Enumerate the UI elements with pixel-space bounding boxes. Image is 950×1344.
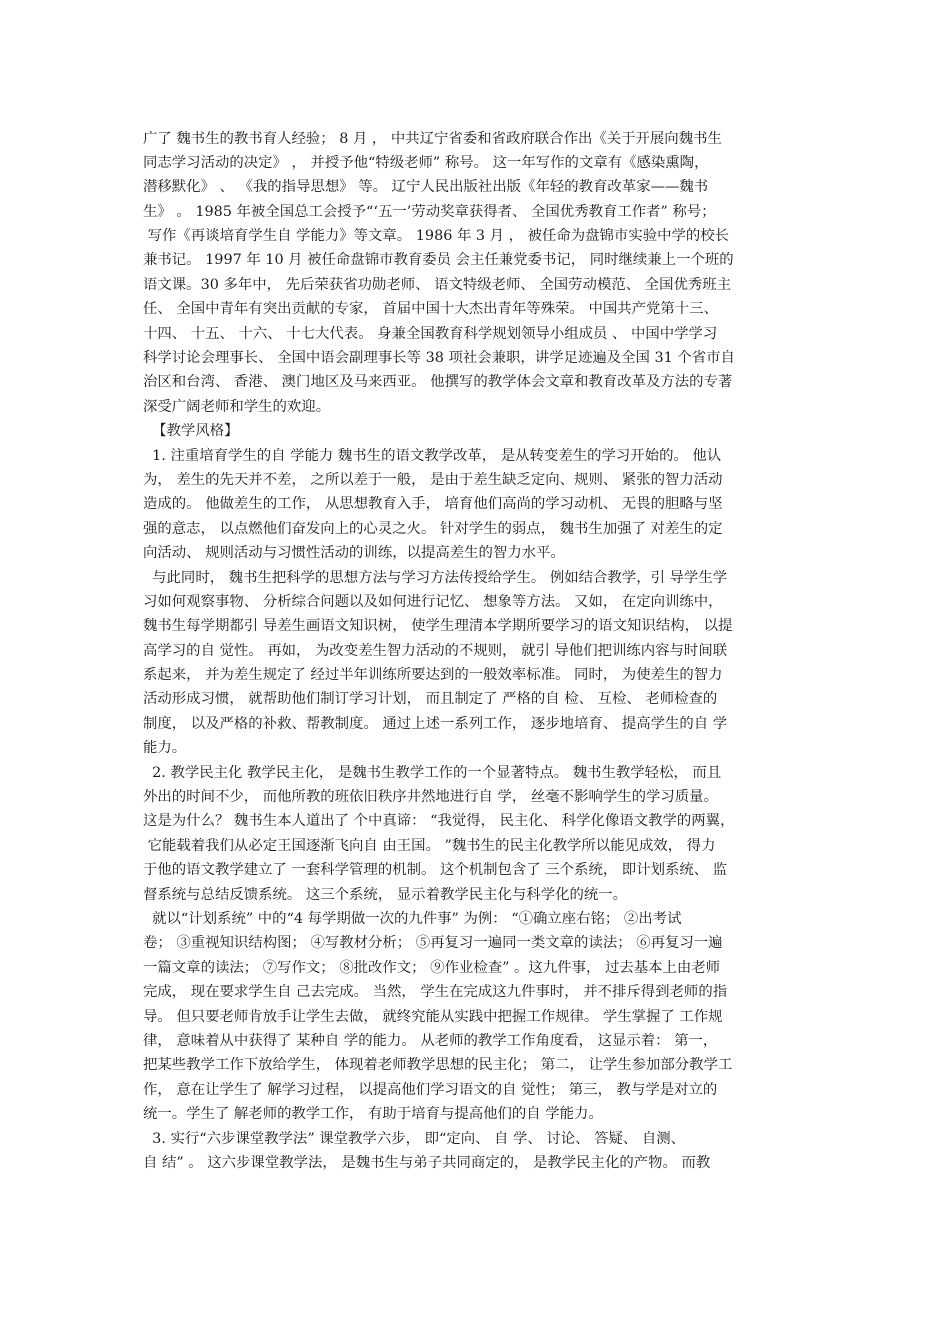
text-line: 1. 注重培育学生的自 学能力 魏书生的语文教学改革， 是从转变差生的学习开始的。 他认 <box>143 448 722 464</box>
text-line: 督系统与总结反馈系统。 这三个系统， 显示着教学民主化与科学化的统一。 <box>143 887 628 903</box>
text-line: 这是为什么？ 魏书生本人道出了 个中真谛： “我觉得， 民主化、 科学化像语文教学的两翼， <box>143 813 735 829</box>
text-line: 自 结” 。 这六步课堂教学法， 是魏书生与弟子共同商定的， 是教学民主化的产物。 而教 <box>143 1155 711 1171</box>
text-line: 兼书记。 1997 年 10 月 被任命盘锦市教育委员 会主任兼党委书记， 同时继续兼上一个班的 <box>143 252 734 268</box>
text-line: 能力。 <box>143 740 187 756</box>
text-line: 2. 教学民主化 教学民主化， 是魏书生教学工作的一个显著特点。 魏书生教学轻松， 而且 <box>143 765 722 781</box>
text-line: 卷； ③重视知识结构图； ④写教材分析； ⑤再复习一遍同一类文章的读法； ⑥再复习一遍 <box>143 935 723 951</box>
text-line: 完成， 现在要求学生自 己去完成。 当然， 学生在完成这九件事时， 并不排斥得到老师的指 <box>143 984 728 1000</box>
text-line: 与此同时， 魏书生把科学的思想方法与学习方法传授给学生。 例如结合教学，引 导学生学 <box>143 570 728 586</box>
text-line: 语文课。30 多年中， 先后荣获省功勋老师、 语文特级老师、 全国劳动模范、 全国优秀班主 <box>143 277 732 293</box>
text-line: 强的意志， 以点燃他们奋发向上的心灵之火。 针对学生的弱点， 魏书生加强了 对差生的定 <box>143 521 723 537</box>
text-line: 导。 但只要老师肯放手让学生去做， 就终究能从实践中把握工作规律。 学生掌握了 工作规 <box>143 1009 723 1025</box>
text-line: 外出的时间不少， 而他所教的班依旧秩序井然地进行自 学， 丝毫不影响学生的学习质量。 <box>143 789 718 805</box>
text-line: 深受广阔老师和学生的欢迎。 <box>143 399 331 415</box>
text-line: 生》 。 1985 年被全国总工会授予“‘五一’劳动奖章获得者、 全国优秀教育工作者” 称号； <box>143 204 716 220</box>
text-line: 魏书生每学期都引 导差生画语文知识树， 使学生理清本学期所要学习的语文知识结构， 以提 <box>143 618 733 634</box>
text-line: 把某些教学工作下放给学生， 体现着老师教学思想的民主化； 第二， 让学生参加部分教学工 <box>143 1057 733 1073</box>
text-line: 任、 全国中青年有突出贡献的专家， 首届中国十大杰出青年等殊荣。 中国共产党第十三、 <box>143 301 718 317</box>
text-line: 系起来， 并为差生规定了 经过半年训练所要达到的一般效率标准。 同时， 为使差生的智力 <box>143 667 723 683</box>
text-line: 向活动、 规则活动与习惯性活动的训练，以提高差生的智力水平。 <box>143 545 565 561</box>
text-line: 统一。学生了 解老师的教学工作， 有助于培育与提高他们的自 学能力。 <box>143 1106 603 1122</box>
text-line: 为， 差生的先天并不差， 之所以差于一般， 是由于差生缺乏定向、规则、 紧张的智力活动 <box>143 472 723 488</box>
text-line: 3. 实行“六步课堂教学法” 课堂教学六步， 即“定向、 自 学、 讨论、 答疑、 自测、 <box>143 1131 686 1147</box>
text-line: 一篇文章的读法； ⑦写作文； ⑧批改作文； ⑨作业检查” 。这九件事， 过去基本上由老师 <box>143 960 721 976</box>
text-line: 广了 魏书生的教书育人经验； 8 月 ， 中共辽宁省委和省政府联合作出《关于开展向魏书生 <box>143 131 722 147</box>
text-line: 活动形成习惯， 就帮助他们制订学习计划， 而且制定了 严格的自 检、 互检、 老师检查的 <box>143 691 718 707</box>
text-line: 造成的。 他做差生的工作， 从思想教育入手， 培育他们高尚的学习动机、 无畏的胆略与坚 <box>143 496 723 512</box>
text-line: 十四、 十五、 十六、 十七大代表。 身兼全国教育科学规划领导小组成员 、 中国中学学习 <box>143 326 718 342</box>
text-line: 高学习的自 觉性。 再如， 为改变差生智力活动的不规则， 就引 导他们把训练内容与时间联 <box>143 643 728 659</box>
text-line: 它能载着我们从必定王国逐渐飞向自 由王国。 ”魏书生的民主化教学所以能见成效， 得力 <box>143 838 716 854</box>
text-line: 律， 意味着从中获得了 某种自 学的能力。 从老师的教学工作角度看， 这显示着： 第一， <box>143 1033 718 1049</box>
text-line: 科学讨论会理事长、 全国中语会副理事长等 38 项社会兼职，讲学足迹遍及全国 31 个省市自 <box>143 350 735 366</box>
text-line: 写作《再谈培育学生自 学能力》等文章。 1986 年 3 月 ， 被任命为盘锦市实验中学的校长 <box>143 228 730 244</box>
text-line: 治区和台湾、 香港、 澳门地区及马来西亚。 他撰写的教学体会文章和教育改革及方法的专著 <box>143 374 733 390</box>
text-line: 同志学习活动的决定》 ， 并授予他“特级老师” 称号。 这一年写作的文章有《感染熏陶， <box>143 155 709 171</box>
text-line: 作， 意在让学生了 解学习过程， 以提高他们学习语文的自 觉性； 第三， 教与学是对立的 <box>143 1082 718 1098</box>
text-line: 就以“计划系统” 中的“4 每学期做一次的九件事” 为例： “①确立座右铭； ②出考试 <box>143 911 682 927</box>
text-line: 制度， 以及严格的补救、帮教制度。 通过上述一系列工作， 逐步地培育、 提高学生的自 学 <box>143 716 728 732</box>
text-line: 潜移默化》 、 《我的指导思想》 等。 辽宁人民出版社出版《年轻的教育改革家——魏书 <box>143 179 709 195</box>
text-line: 于他的语文教学建立了 一套科学管理的机制。 这个机制包含了 三个系统， 即计划系统、 监 <box>143 862 728 878</box>
section-heading: 【教学风格】 <box>143 423 239 439</box>
text-line: 习如何观察事物、 分析综合问题以及如何进行记忆、 想象等方法。 又如， 在定向训练中， <box>143 594 723 610</box>
